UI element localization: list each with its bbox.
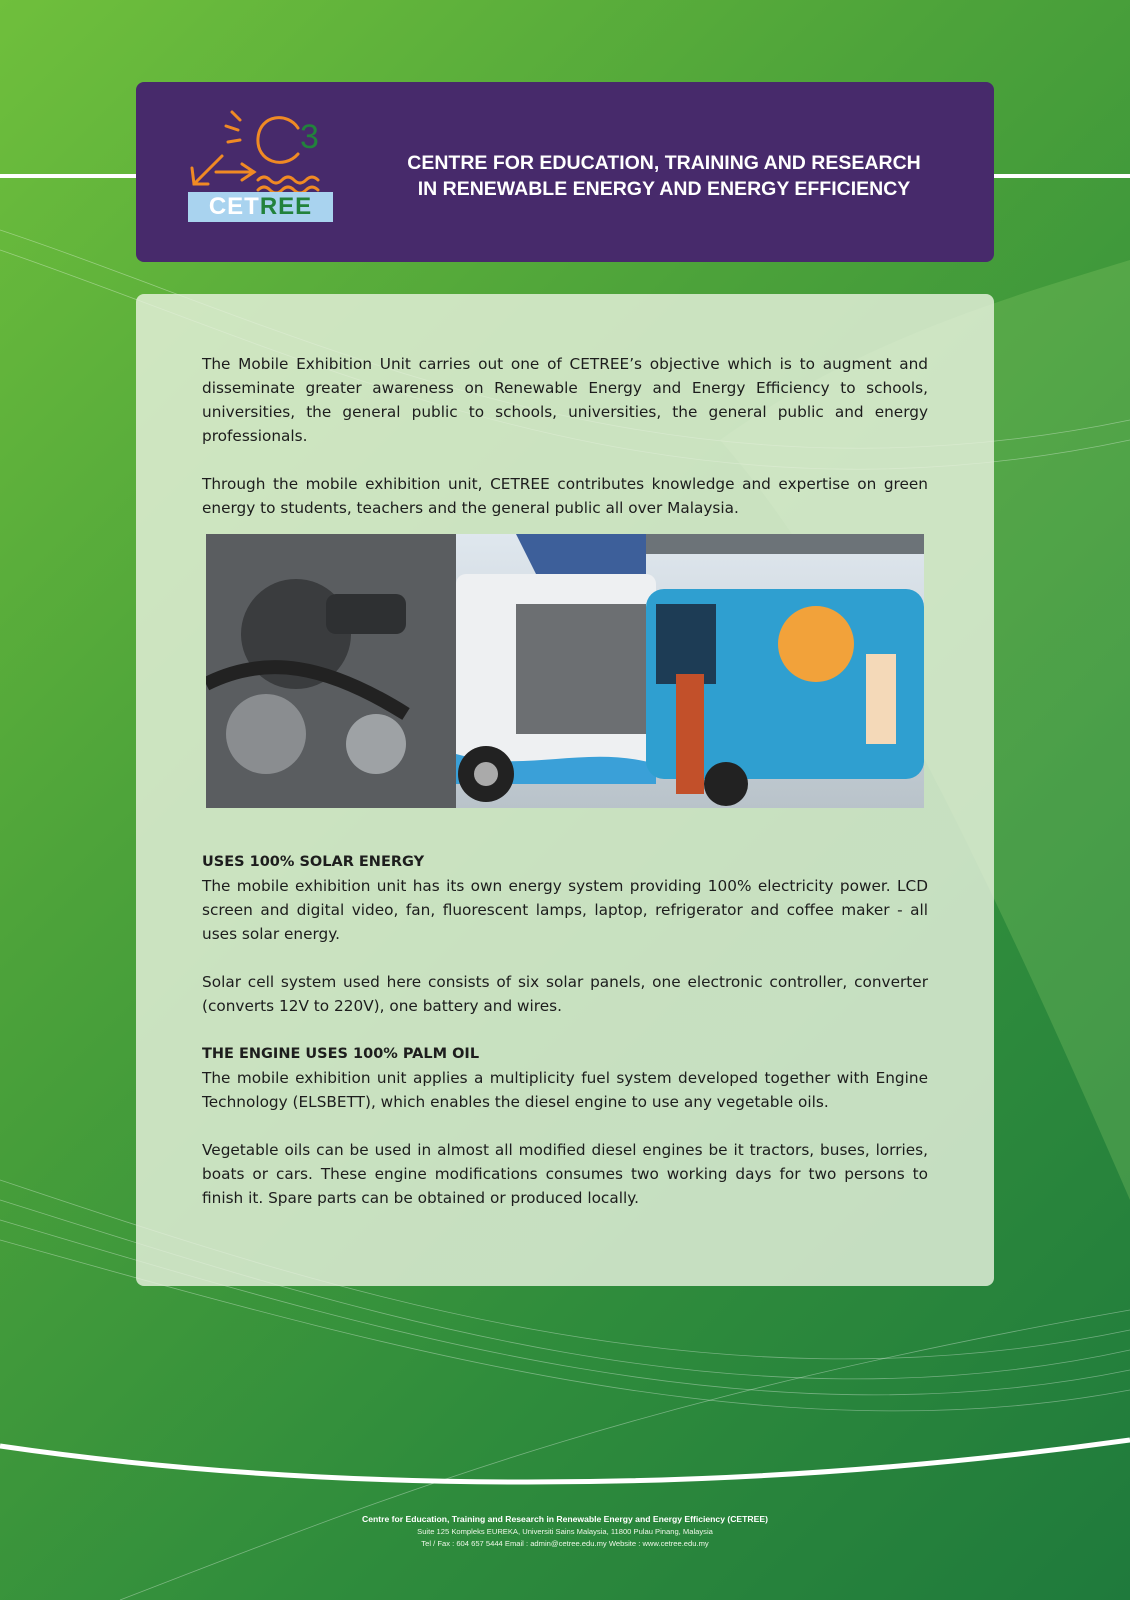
intro-paragraph-1: The Mobile Exhibition Unit carries out one of CETREE’s objective which is to augment and disseminate greater awareness on Renewable Energy and Energy Efficiency to schools, universities, the general public to schools, universities, the general public and energy professionals. bbox=[202, 355, 928, 445]
cetree-logo bbox=[188, 106, 333, 226]
logo-wordmark-suffix: REE bbox=[259, 193, 313, 220]
article-body bbox=[202, 352, 928, 1234]
solar-paragraph-2: Solar cell system used here consists of six solar panels, one electronic controller, converter (converts 12V to 220V), one battery and wires. bbox=[202, 973, 928, 1015]
engine-paragraph-2: Vegetable oils can be used in almost all modified diesel engines be it tractors, buses, lorries, boats or cars. These engine modifications consumes two working days for two persons to finish it. Spare parts can be obtained or produced locally. bbox=[202, 1141, 928, 1207]
footer-contact: Tel / Fax : 604 657 5444 Email : admin@cetree.edu.my Website : www.cetree.edu.my bbox=[421, 1539, 709, 1548]
logo-wordmark-prefix: CET bbox=[208, 193, 260, 220]
engine-paragraph-1: The mobile exhibition unit applies a multiplicity fuel system developed together with Engine Technology (ELSBETT), which enables the diesel engine to use any vegetable oils. bbox=[202, 1069, 928, 1111]
solar-paragraph-1: The mobile exhibition unit has its own energy system providing 100% electricity power. LCD screen and digital video, fan, fluorescent lamps, laptop, refrigerator and coffee maker - all uses solar energy. bbox=[202, 877, 928, 943]
footer-organization: Centre for Education, Training and Research in Renewable Energy and Energy Efficiency (CETREE) bbox=[362, 1514, 768, 1524]
logo-mark-icon bbox=[188, 106, 333, 196]
mobile-unit-photo bbox=[206, 534, 924, 808]
intro-paragraph-2: Through the mobile exhibition unit, CETREE contributes knowledge and expertise on green energy to students, teachers and the general public all over Malaysia. bbox=[202, 475, 928, 517]
solar-heading: USES 100% SOLAR ENERGY bbox=[202, 854, 425, 870]
engine-heading: THE ENGINE USES 100% PALM OIL bbox=[202, 1046, 480, 1062]
content-panel bbox=[136, 294, 994, 1286]
title-line-1: CENTRE FOR EDUCATION, TRAINING AND RESEARCH bbox=[407, 152, 921, 174]
title-line-2: IN RENEWABLE ENERGY AND ENERGY EFFICIENCY bbox=[417, 178, 911, 200]
logo-wordmark bbox=[188, 192, 333, 222]
header-banner bbox=[136, 82, 994, 262]
logo-mark-number: 3 bbox=[300, 118, 319, 156]
page-title bbox=[360, 150, 968, 202]
footer-address: Suite 125 Kompleks EUREKA, Universiti Sains Malaysia, 11800 Pulau Pinang, Malaysia bbox=[417, 1527, 713, 1536]
photo-collage-image bbox=[206, 534, 924, 808]
footer bbox=[0, 1512, 1130, 1550]
